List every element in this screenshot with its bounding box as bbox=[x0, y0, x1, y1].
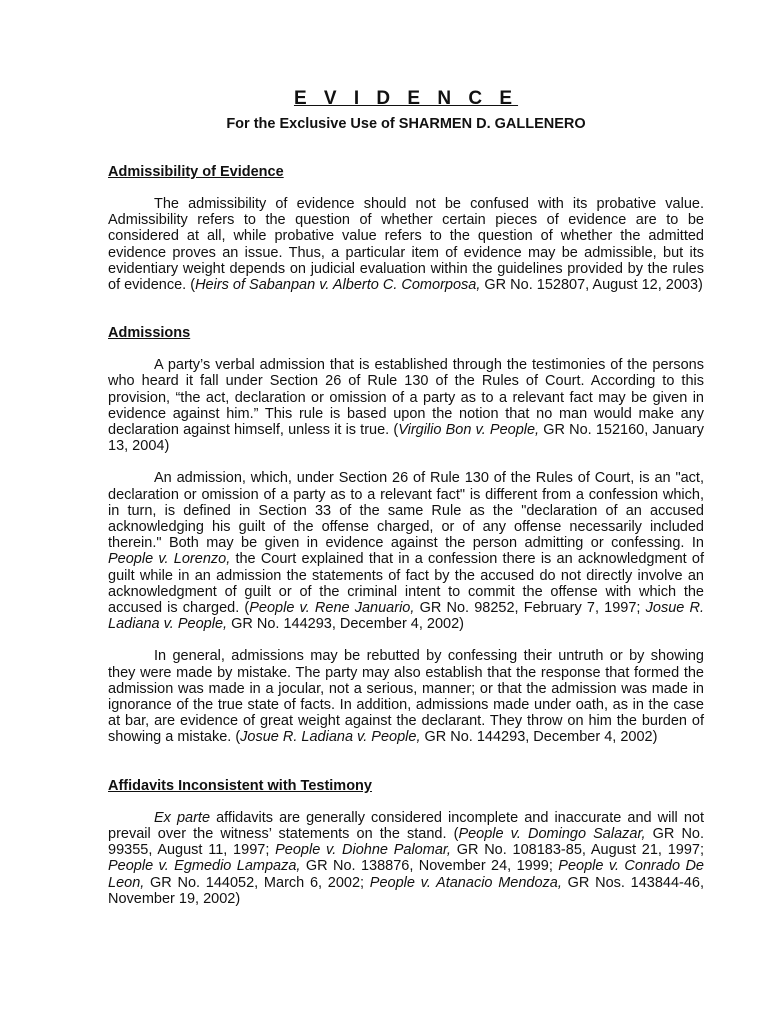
case-citation: People v. Atanacio Mendoza, bbox=[369, 874, 562, 891]
section-heading: Admissibility of Evidence bbox=[108, 164, 284, 180]
document-page bbox=[108, 86, 704, 907]
case-citation: Josue R. Ladiana v. People, bbox=[108, 600, 704, 633]
paragraph-text: A party’s verbal admission that is established through the testimonies of the persons who heard it fall under Section 26 of Rule 130 of the Rules of Court. According to this provision, “the act, declaration or omission of a party as to a relevant fact may be given in evidence against him.” This rule is based upon the notion that no man would make any declaration against himself, unless it is true. ( bbox=[108, 357, 704, 439]
case-citation: People v. Domingo Salazar, bbox=[458, 825, 646, 842]
document-title: E V I D E N C E bbox=[293, 88, 519, 109]
case-citation: Ex parte bbox=[154, 809, 211, 826]
body-paragraph bbox=[108, 648, 704, 745]
case-citation: People v. Lorenzo, bbox=[108, 551, 231, 568]
section-heading: Affidavits Inconsistent with Testimony bbox=[108, 777, 372, 794]
case-citation: Heirs of Sabanpan v. Alberto C. Comorposa, bbox=[195, 277, 481, 294]
body-paragraph bbox=[108, 357, 704, 454]
paragraph-text: GR No. 144052, March 6, 2002; bbox=[144, 874, 370, 891]
paragraph-text: affidavits are generally considered incomplete and inaccurate and will not prevail over the witness’ statements on the stand. ( bbox=[108, 809, 704, 842]
document-body bbox=[108, 162, 704, 907]
document-subtitle: For the Exclusive Use of SHARMEN D. GALLENERO bbox=[226, 116, 586, 132]
body-paragraph bbox=[108, 196, 704, 293]
body-paragraph bbox=[108, 470, 704, 632]
paragraph-text: In general, admissions may be rebutted by confessing their untruth or by showing they were made by mistake. The party may also establish that the response that formed the admission was made in a jocular, not a serious, manner; or that the admission was made in ignorance of the true state of facts. In addition, admissions made under oath, as in the case at bar, are evidence of great weight against the declarant. They throw on him the burden of showing a mistake. ( bbox=[108, 648, 704, 746]
paragraph-text: GR No. 152160, January 13, 2004) bbox=[108, 422, 704, 455]
paragraph-text: GR No. 152807, August 12, 2003) bbox=[480, 277, 703, 294]
case-citation: Josue R. Ladiana v. People, bbox=[240, 729, 421, 746]
case-citation: People v. Egmedio Lampaza, bbox=[108, 858, 301, 875]
section-heading: Admissions bbox=[108, 325, 191, 342]
case-citation: People v. Diohne Palomar, bbox=[275, 842, 451, 859]
paragraph-text: GR No. 144293, December 4, 2002) bbox=[420, 729, 658, 746]
paragraph-text: GR Nos. 143844-46, November 19, 2002) bbox=[108, 874, 705, 907]
paragraph-text: the Court explained that in a confession there is an acknowledgment of guilt while in an admission the statements of fact by the accused do not directly involve an acknowledgment of guilt or of the criminal intent to commit the offense with which the accused is charged. ( bbox=[108, 551, 704, 617]
paragraph-text: GR No. 144293, December 4, 2002) bbox=[227, 616, 465, 633]
paragraph-text: GR No. 108183-85, August 21, 1997; bbox=[450, 842, 704, 859]
paragraph-text: GR No. 138876, November 24, 1999; bbox=[300, 858, 559, 875]
case-citation: People v. Rene Januario, bbox=[249, 600, 415, 617]
paragraph-text: An admission, which, under Section 26 of Rule 130 of the Rules of Court, is an "act, declaration or omission of a party as to a relevant fact" is different from a confession which, in turn, is defined in Section 33 of the same Rule as the "declaration of an accused acknowledging his guilt of the offense charged, or of any offense necessarily included therein." Both may be given in evidence against the person admitting or confessing. In bbox=[108, 470, 704, 552]
case-citation: Virgilio Bon v. People, bbox=[398, 422, 540, 439]
paragraph-text: GR No. 99355, August 11, 1997; bbox=[108, 825, 705, 859]
case-citation: People v. Conrado De Leon, bbox=[108, 858, 704, 891]
paragraph-text: GR No. 98252, February 7, 1997; bbox=[414, 600, 646, 617]
paragraph-text: The admissibility of evidence should not be confused with its probative value. Admissibility refers to the question of whether certain pieces of evidence are to be considered at all, while probative value refers to the question of whether the admitted evidence proves an issue. Thus, a particular item of evidence may be admissible, but its evidentiary weight depends on judicial evaluation within the guidelines provided by the rules of evidence. ( bbox=[108, 196, 704, 294]
body-paragraph bbox=[108, 810, 704, 907]
